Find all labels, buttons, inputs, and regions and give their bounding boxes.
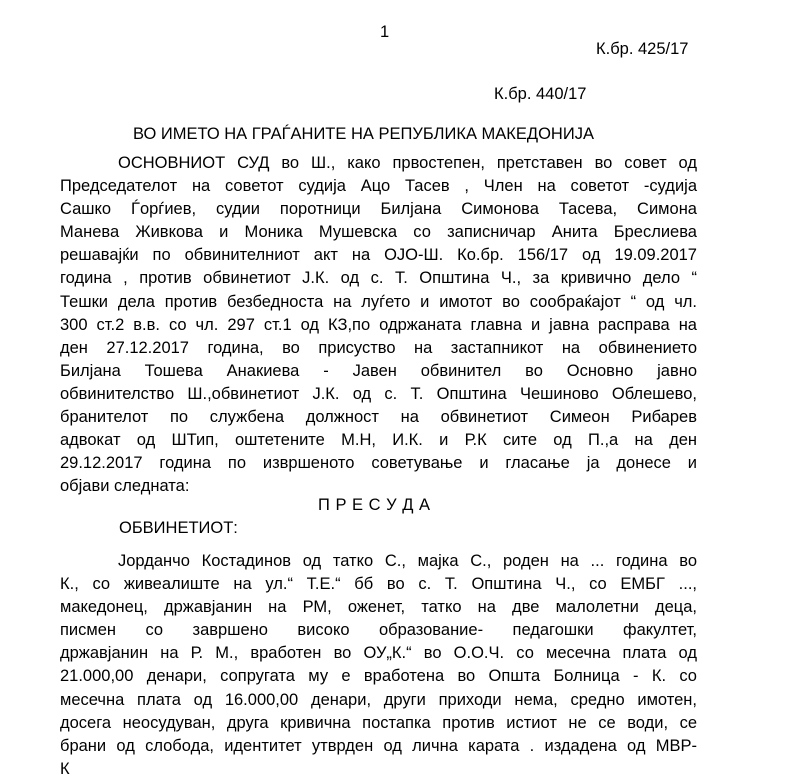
- defendant-line: писмен со завршено високо образование- педагошки факултет,: [60, 621, 697, 640]
- defendant-line: К: [60, 759, 70, 778]
- defendant-paragraph: [60, 550, 697, 781]
- defendant-label: ОБВИНЕТИОТ:: [119, 519, 238, 537]
- page-number: 1: [380, 23, 390, 41]
- intro-line: Манева Живкова и Моника Мушевска со записничар Анита Бреслиева: [60, 223, 697, 242]
- document-heading: ВО ИМЕТО НА ГРАЃАНИТЕ НА РЕПУБЛИКА МАКЕДОНИЈА: [133, 125, 594, 143]
- intro-line: Председателот на советот судија Ацо Тасев , Член на советот -судија: [60, 177, 697, 196]
- intro-line: објави следната:: [60, 477, 190, 496]
- intro-line: 29.12.2017 година по извршеното советување и гласање ја донесе и: [60, 454, 697, 473]
- defendant-line: досега неосудуван, друга кривична постапка против истиот не се води, се: [60, 713, 697, 732]
- defendant-line: 21.000,00 денари, сопругата му е вработена во Општа Болница - К. со: [60, 667, 697, 686]
- intro-line: ден 27.12.2017 година, во присуство на застапникот на обвинението: [60, 338, 697, 357]
- case-number-secondary: К.бр. 440/17: [494, 85, 587, 103]
- intro-line: Сашко Ѓорѓиев, судии поротници Билјана Симонова Тасева, Симона: [60, 200, 697, 219]
- case-number-primary: К.бр. 425/17: [596, 40, 689, 58]
- intro-paragraph: [60, 152, 697, 498]
- verdict-title: П Р Е С У Д А: [318, 496, 431, 514]
- intro-line: Тешки дела против безбедноста на луѓето и имотот во сообраќајот “ од чл.: [60, 292, 697, 311]
- intro-line: Билјана Тошева Анакиева - Јавен обвинител во Основно јавно: [60, 361, 697, 380]
- defendant-line: државјанин на Р. М., вработен во ОУ„К.“ во О.О.Ч. со месечна плата од: [60, 644, 697, 663]
- intro-line: 300 ст.2 в.в. со чл. 297 ст.1 од КЗ,по одржаната главна и јавна расправа на: [60, 315, 697, 334]
- defendant-line: месечна плата од 16.000,00 денари, други приходи нема, средно имотен,: [60, 690, 697, 709]
- intro-line: решавајќи по обвинителниот акт на ОЈО-Ш. Ко.бр. 156/17 од 19.09.2017: [60, 246, 697, 265]
- intro-line: ОСНОВНИОТ СУД во Ш., како првостепен, претставен во совет од: [118, 154, 697, 172]
- defendant-line: Јорданчо Костадинов од татко С., мајка С., роден на ... година во: [118, 552, 697, 570]
- intro-line: бранителот по службена должност на обвинетиот Симеон Рибарев: [60, 408, 697, 427]
- defendant-line: брани од слобода, идентитет утврден од лична карата . издадена од МВР-: [60, 736, 697, 755]
- defendant-line: К., со живеалиште на ул.“ Т.Е.“ бб во с. Т. Општина Ч., со ЕМБГ ...,: [60, 575, 697, 594]
- intro-line: обвинителство Ш.,обвинетиот Ј.К. од с. Т. Општина Чешиново Облешево,: [60, 384, 697, 403]
- intro-line: година , против обвинетиот Ј.К. од с. Т. Општина Ч., за кривично дело “: [60, 269, 697, 288]
- intro-line: адвокат од ШТип, оштетените М.Н, И.К. и Р.К сите од П.,а на ден: [60, 431, 697, 450]
- defendant-line: македонец, државјанин на РМ, оженет, татко на две малолетни деца,: [60, 598, 697, 617]
